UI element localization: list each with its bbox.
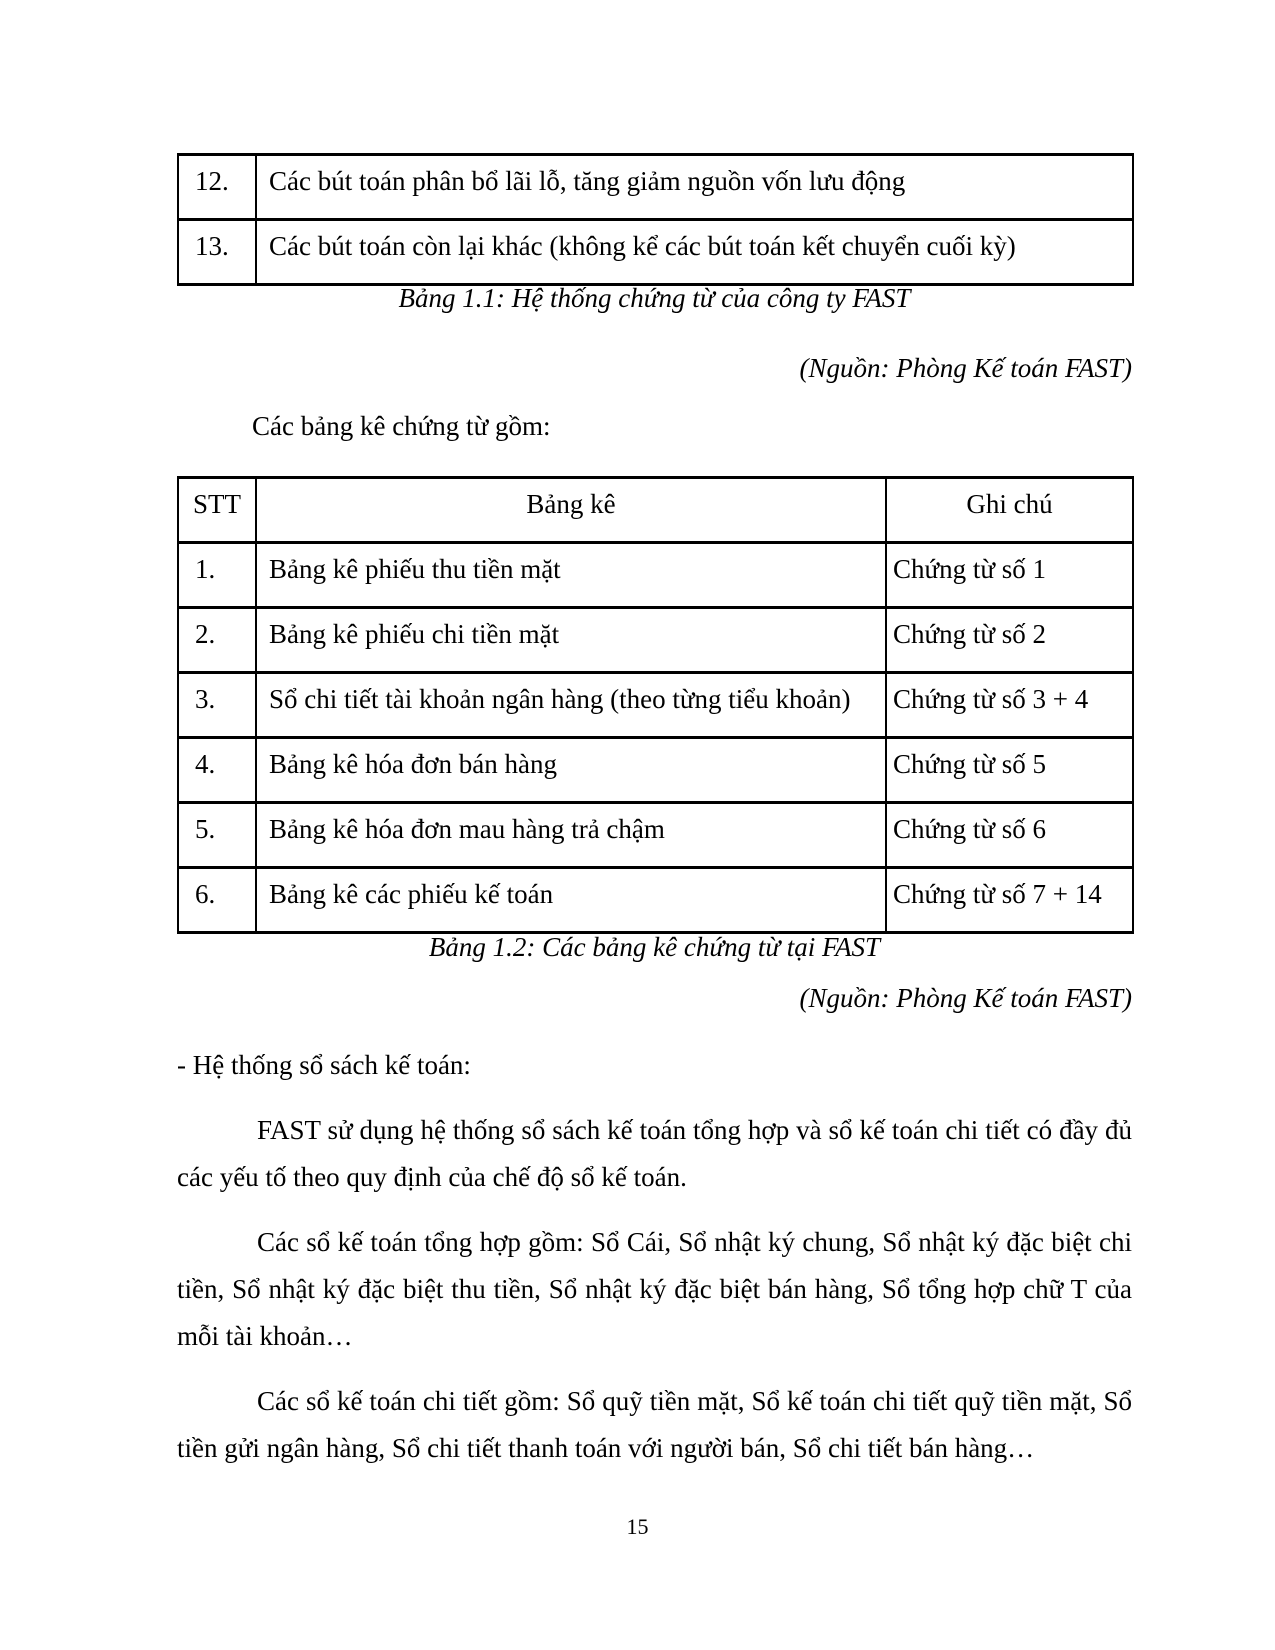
paragraph-line: các yếu tố theo quy định của chế độ sổ kế toán.: [177, 1162, 687, 1192]
row-note: Chứng từ số 6: [886, 803, 1133, 868]
row-text: Các bút toán còn lại khác (không kể các bút toán kết chuyển cuối kỳ): [256, 220, 1133, 285]
row-text: Các bút toán phân bổ lãi lỗ, tăng giảm nguồn vốn lưu động: [256, 155, 1133, 220]
paragraph: [177, 1107, 1132, 1201]
table-bang-ke: [177, 476, 1134, 934]
intro-line: Các bảng kê chứng từ gồm:: [252, 411, 551, 441]
table-row: [178, 803, 1133, 868]
paragraph-line: tiền, Sổ nhật ký đặc biệt thu tiền, Sổ nhật ký đặc biệt bán hàng, Sổ tổng hợp chữ T của: [177, 1274, 1132, 1304]
paragraph-line: FAST sử dụng hệ thống sổ sách kế toán tổng hợp và sổ kế toán chi tiết có đầy đủ: [257, 1115, 1132, 1145]
table-1-2-source: (Nguồn: Phòng Kế toán FAST): [799, 983, 1132, 1013]
row-note: Chứng từ số 5: [886, 738, 1133, 803]
page-number: 15: [626, 1514, 649, 1539]
table-1-1-caption: Bảng 1.1: Hệ thống chứng từ của công ty FAST: [398, 283, 911, 313]
row-text: Sổ chi tiết tài khoản ngân hàng (theo từng tiểu khoản): [256, 673, 886, 738]
body-text: [177, 1107, 1132, 1490]
row-note: Chứng từ số 1: [886, 543, 1133, 608]
table-row: [178, 868, 1133, 933]
table-chung-tu: [177, 153, 1134, 286]
row-number: 5.: [178, 803, 256, 868]
row-number: 1.: [178, 543, 256, 608]
row-note: Chứng từ số 3 + 4: [886, 673, 1133, 738]
row-number: 6.: [178, 868, 256, 933]
row-text: Bảng kê phiếu chi tiền mặt: [256, 608, 886, 673]
table-row: [178, 738, 1133, 803]
row-text: Bảng kê hóa đơn bán hàng: [256, 738, 886, 803]
table-row: [178, 673, 1133, 738]
row-note: Chứng từ số 7 + 14: [886, 868, 1133, 933]
row-number: 4.: [178, 738, 256, 803]
paragraph: [177, 1219, 1132, 1360]
row-number: 12.: [178, 155, 256, 220]
table-row: [178, 543, 1133, 608]
row-text: Bảng kê phiếu thu tiền mặt: [256, 543, 886, 608]
row-number: 2.: [178, 608, 256, 673]
row-text: Bảng kê hóa đơn mau hàng trả chậm: [256, 803, 886, 868]
table-row: [178, 155, 1133, 220]
paragraph-line: Các sổ kế toán tổng hợp gồm: Sổ Cái, Sổ nhật ký chung, Sổ nhật ký đặc biệt chi: [257, 1227, 1132, 1257]
paragraph-line: tiền gửi ngân hàng, Sổ chi tiết thanh toán với người bán, Sổ chi tiết bán hàng…: [177, 1433, 1035, 1463]
row-text: Bảng kê các phiếu kế toán: [256, 868, 886, 933]
header-bang-ke: Bảng kê: [256, 478, 886, 543]
row-number: 13.: [178, 220, 256, 285]
paragraph-line: Các sổ kế toán chi tiết gồm: Sổ quỹ tiền mặt, Sổ kế toán chi tiết quỹ tiền mặt, Sổ: [257, 1386, 1132, 1416]
table-row: [178, 608, 1133, 673]
header-stt: STT: [178, 478, 256, 543]
section-heading: - Hệ thống sổ sách kế toán:: [177, 1050, 471, 1080]
paragraph: [177, 1378, 1132, 1472]
table-header-row: [178, 478, 1133, 543]
row-note: Chứng từ số 2: [886, 608, 1133, 673]
table-1-2-caption: Bảng 1.2: Các bảng kê chứng từ tại FAST: [428, 932, 881, 962]
table-1-1-source: (Nguồn: Phòng Kế toán FAST): [799, 353, 1132, 383]
header-ghi-chu: Ghi chú: [886, 478, 1133, 543]
paragraph-line: mỗi tài khoản…: [177, 1321, 353, 1351]
row-number: 3.: [178, 673, 256, 738]
